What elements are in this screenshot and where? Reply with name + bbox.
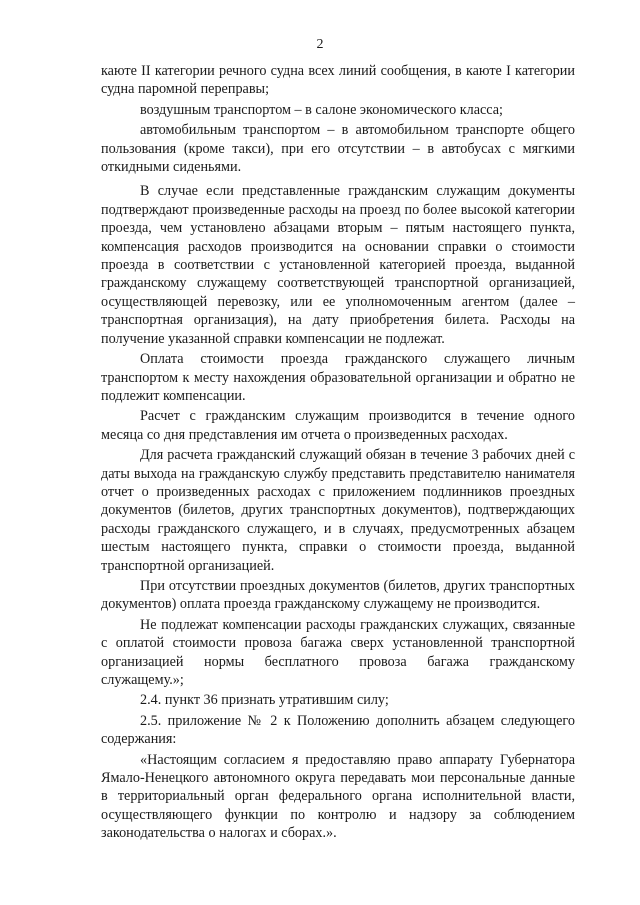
page-number: 2 [316,37,324,52]
paragraph: Не подлежат компенсации расходы гражданских служащих, связанные с оплатой стоимости провоза багажа сверх установленной транспортной организацией нормы бесплатного провоза багажа гражданскому служащему.»; [101,616,575,688]
document-body [101,62,575,845]
paragraph: воздушным транспортом – в салоне экономического класса; [140,101,503,118]
paragraph: 2.4. пункт 36 признать утратившим силу; [140,692,389,709]
paragraph: Для расчета гражданский служащий обязан в течение 3 рабочих дней с даты выхода на гражданскую службу представить представителю нанимателя отчет о произведенных расходах с приложением подлинников проездных документов (билетов, других транспортных документов), подтверждающих расходы гражданского служащего, и в случаях, предусмотренных абзацем шестым настоящего пункта, справки о стоимости проезда, выданной транспортной организацией. [101,447,575,574]
paragraph: автомобильным транспортом – в автомобильном транспорте общего пользования (кроме такси), при его отсутствии – в автобусах с мягкими откидными сиденьями. [101,122,575,176]
paragraph: Оплата стоимости проезда гражданского служащего личным транспортом к месту нахождения образовательной организации и обратно не подлежит компенсации. [101,351,575,404]
paragraph: «Настоящим согласием я предоставляю право аппарату Губернатора Ямало-Ненецкого автономного округа передавать мои персональные данные в территориальный орган федерального органа исполнительной власти, осуществляющего функции по контролю и надзору за соблюдением законодательства о налогах и сборах.». [101,751,575,842]
paragraph: При отсутствии проездных документов (билетов, других транспортных документов) оплата проезда гражданскому служащему не производится. [101,577,575,613]
paragraph: каюте II категории речного судна всех линий сообщения, в каюте I категории судна паромной переправы; [101,63,575,98]
paragraph: 2.5. приложение № 2 к Положению дополнить абзацем следующего содержания: [101,712,575,748]
paragraph: В случае если представленные гражданским служащим документы подтверждают произведенные расходы на проезд по более высокой категории проезда, чем установлено абзацами вторым – пятым настоящего пункта, компенсация расходов производится на основании справки о стоимости проезда в соответствии с установленной категорией проезда, выданной гражданскому служащему соответствующей транспортной организацией, осуществляющей перевозку, или ее уполномоченным агентом (далее – транспортная организация), на дату приобретения билета. Расходы на получение указанной справки компенсации не подлежат. [101,183,575,347]
paragraph: Расчет с гражданским служащим производится в течение одного месяца со дня представления им отчета о произведенных расходах. [101,408,575,443]
